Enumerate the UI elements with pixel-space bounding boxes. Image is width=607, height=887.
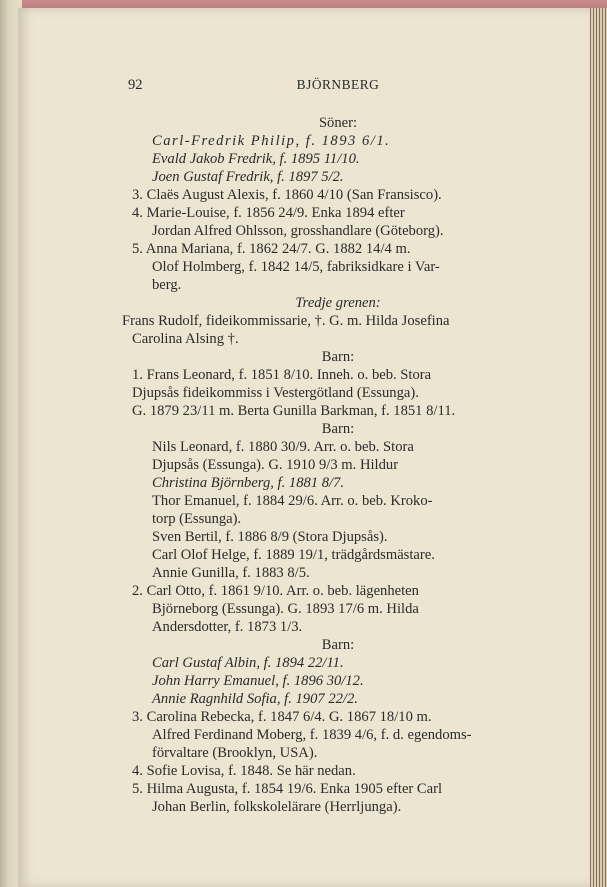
entry-line: Djupsås (Essunga). G. 1910 9/3 m. Hildur xyxy=(152,457,399,473)
entry-line: torp (Essunga). xyxy=(152,511,242,527)
entry-line: Carl-Fredrik Philip, f. 1893 6/1. xyxy=(152,133,391,149)
entry-line: Thor Emanuel, f. 1884 29/6. Arr. o. beb. Kroko- xyxy=(152,493,433,509)
entry-line: Evald Jakob Fredrik, f. 1895 11/10. xyxy=(152,151,360,167)
entry-line: Jordan Alfred Ohlsson, grosshandlare (Göteborg). xyxy=(152,223,444,239)
entry-line: 5. Anna Mariana, f. 1862 24/7. G. 1882 14/4 m. xyxy=(132,241,411,257)
entry-line: 4. Marie-Louise, f. 1856 24/9. Enka 1894 efter xyxy=(132,205,405,221)
entry-line: Annie Gunilla, f. 1883 8/5. xyxy=(152,565,310,581)
section-label-barn: Barn: xyxy=(321,349,355,365)
entry-line: Björneborg (Essunga). G. 1893 17/6 m. Hilda xyxy=(152,601,419,617)
entry-line: Djupsås fideikommiss i Vestergötland (Essunga). xyxy=(132,385,419,401)
entry-line: 3. Carolina Rebecka, f. 1847 6/4. G. 1867 18/10 m. xyxy=(132,709,432,725)
section-label-barn: Barn: xyxy=(321,637,355,653)
entry-line: Andersdotter, f. 1873 1/3. xyxy=(152,619,303,635)
entry-line: 4. Sofie Lovisa, f. 1848. Se här nedan. xyxy=(132,763,356,779)
running-head: BJÖRNBERG xyxy=(296,77,380,92)
entry-line: 2. Carl Otto, f. 1861 9/10. Arr. o. beb. lägenheten xyxy=(132,583,419,599)
entry-line: Joen Gustaf Fredrik, f. 1897 5/2. xyxy=(152,169,344,185)
entry-line: 1. Frans Leonard, f. 1851 8/10. Inneh. o. beb. Stora xyxy=(132,367,432,383)
entry-line: Carl Olof Helge, f. 1889 19/1, trädgårdsmästare. xyxy=(152,547,435,563)
entry-line: Carolina Alsing †. xyxy=(132,331,239,347)
page-number: 92 xyxy=(128,77,143,93)
entry-line: Sven Bertil, f. 1886 8/9 (Stora Djupsås). xyxy=(152,529,388,545)
entry-line: Johan Berlin, folkskolelärare (Herrljunga). xyxy=(152,799,402,815)
entry-line: Carl Gustaf Albin, f. 1894 22/11. xyxy=(152,655,344,671)
entry-line: 3. Claës August Alexis, f. 1860 4/10 (San Fransisco). xyxy=(132,187,442,203)
entry-line: Alfred Ferdinand Moberg, f. 1839 4/6, f. d. egendoms- xyxy=(152,727,472,743)
section-label-barn: Barn: xyxy=(321,421,355,437)
entry-line: Christina Björnberg, f. 1881 8/7. xyxy=(152,475,345,491)
section-heading-tredje-grenen: Tredje grenen: xyxy=(295,295,381,311)
section-label-soner: Söner: xyxy=(318,115,358,131)
entry-line: Olof Holmberg, f. 1842 14/5, fabriksidkare i Var- xyxy=(152,259,440,275)
entry-line: Frans Rudolf, fideikommissarie, †. G. m. Hilda Josefina xyxy=(122,313,450,329)
entry-line: 5. Hilma Augusta, f. 1854 19/6. Enka 1905 efter Carl xyxy=(132,781,443,797)
page-stack-edge xyxy=(590,8,607,887)
entry-line: Nils Leonard, f. 1880 30/9. Arr. o. beb. Stora xyxy=(152,439,414,455)
entry-line: G. 1879 23/11 m. Berta Gunilla Barkman, f. 1851 8/11. xyxy=(132,403,456,419)
entry-line: John Harry Emanuel, f. 1896 30/12. xyxy=(152,673,364,689)
entry-line: Annie Ragnhild Sofia, f. 1907 22/2. xyxy=(152,691,358,707)
entry-line: berg. xyxy=(152,277,182,293)
entry-line: förvaltare (Brooklyn, USA). xyxy=(152,745,318,761)
